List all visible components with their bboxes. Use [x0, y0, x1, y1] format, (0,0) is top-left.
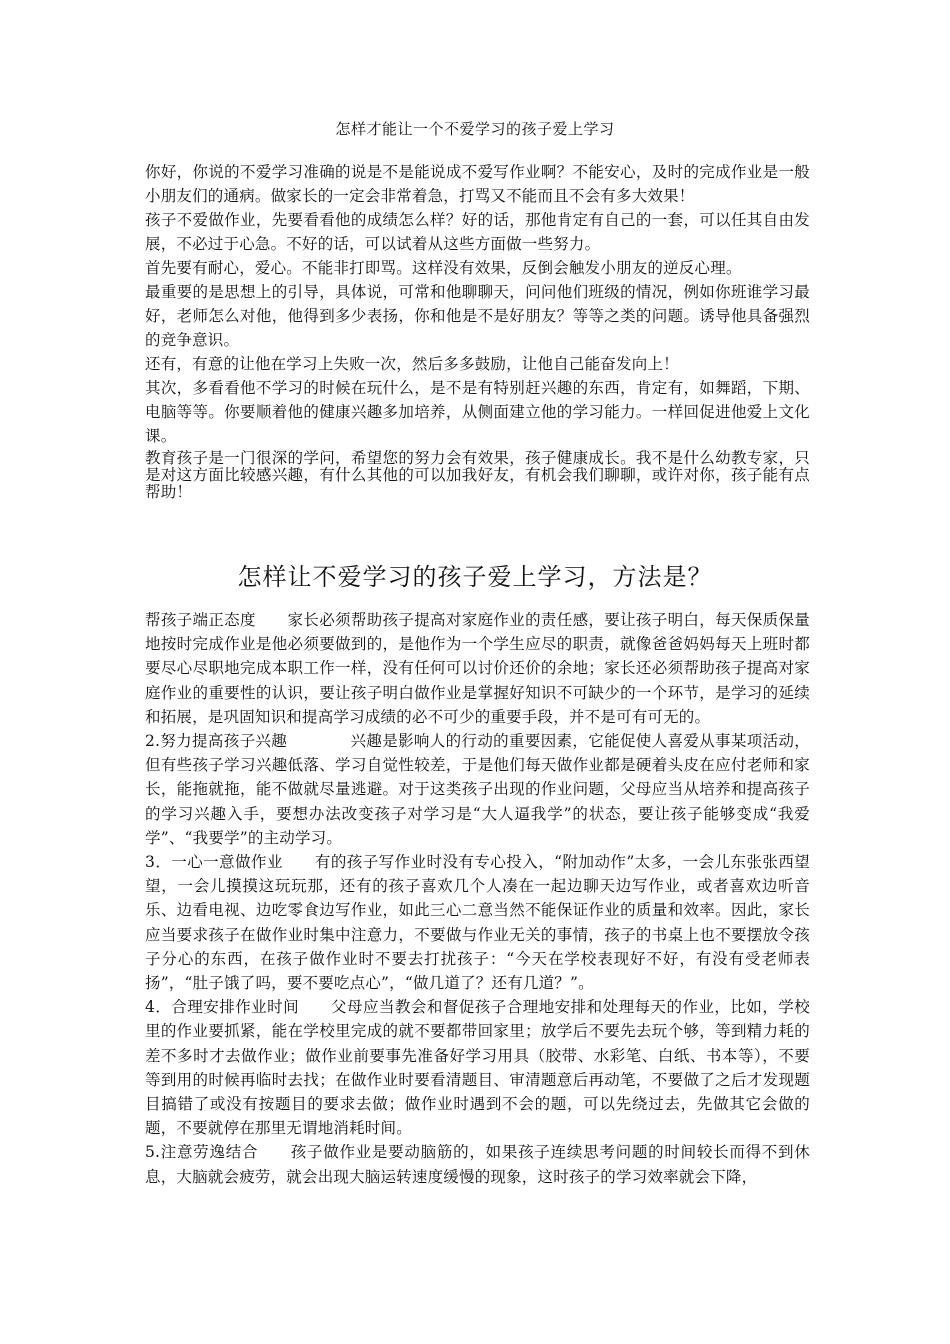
method-item — [145, 1140, 810, 1188]
method-text: 家长必须帮助孩子提高对家庭作业的责任感，要让孩子明白，每天保质保量地按时完成作业是他必须要做到的，是他作为一个学生应尽的职责，就像爸爸妈妈每天上班时都要尽心尽职地完成本职工作一样，没有任何可以讨价还价的余地；家长还必须帮助孩子提高对家庭作业的重要性的认识，要让孩子明白做作业是掌握好知识不可缺少的一个环节，是学习的延续和拓展，是巩固知识和提高学习成绩的必不可少的重要手段，并不是可有可无的。 — [145, 611, 810, 726]
paragraph: 最重要的是思想上的引导，具体说，可常和他聊聊天，问问他们班级的情况，例如你班谁学习最好，老师怎么对他，他得到多少表扬，你和他是不是好朋友？等等之类的问题。诱导他具备强烈的竞争意识。 — [145, 283, 810, 349]
paragraph: 你好，你说的不爱学习准确的说是不是能说成不爱写作业啊？不能安心，及时的完成作业是一般小朋友们的通病。做家长的一定会非常着急，打骂又不能而且不会有多大效果！ — [145, 163, 810, 205]
paragraph: 教育孩子是一门很深的学问，希望您的努力会有效果，孩子健康成长。我不是什么幼教专家，只是对这方面比较感兴趣，有什么其他的可以加我好友，有机会我们聊聊，或许对你，孩子能有点帮助！ — [145, 449, 810, 501]
method-lead: 4．合理安排作业时间 — [145, 998, 332, 1017]
method-text: 父母应当教会和督促孩子合理地安排和处理每天的作业，比如，学校里的作业要抓紧，能在学校里完成的就不要都带回家里；放学后不要先去玩个够，等到精力耗的差不多时才去做作业；做作业前要事先准备好学习用具（胶带、水彩笔、白纸、书本等），不要等到用的时候再临时去找；在做作业时要看清题目、审清题意后再动笔，不要做了之后才发现题目搞错了或没有按题目的要求去做；做作业时遇到不会的题，可以先绕过去，先做其它会做的题，不要就停在那里无谓地消耗时间。 — [145, 998, 810, 1138]
method-item — [145, 729, 810, 850]
methods-section — [145, 608, 810, 1189]
paragraph: 还有，有意的让他在学习上失败一次，然后多多鼓励，让他自己能奋发向上！ — [145, 355, 679, 373]
answer-section — [145, 160, 810, 501]
method-lead: 5.注意劳逸结合 — [145, 1143, 291, 1162]
paragraph: 其次，多看看他不学习的时候在玩什么，是不是有特别赶兴趣的东西，肯定有，如舞蹈，下期、电脑等等。你要顺着他的健康兴趣多加培养，从侧面建立他的学习能力。一样回促进他爱上文化课。 — [145, 379, 810, 445]
method-item — [145, 850, 810, 995]
method-item — [145, 995, 810, 1140]
method-lead: 帮孩子端正态度 — [145, 611, 288, 629]
paragraph: 孩子不爱做作业，先要看看他的成绩怎么样？好的话，那他肯定有自己的一套，可以任其自由发展，不必过于心急。不好的话，可以试着从这些方面做一些努力。 — [145, 211, 810, 253]
paragraph: 首先要有耐心，爱心。不能非打即骂。这样没有效果，反倒会触发小朋友的逆反心理。 — [145, 259, 742, 277]
method-lead: 3．一心一意做作业 — [145, 853, 315, 872]
method-text: 兴趣是影响人的行动的重要因素，它能促使人喜爱从事某项活动，但有些孩子学习兴趣低落、学习自觉性较差，于是他们每天做作业都是硬着头皮在应付老师和家长，能拖就拖，能不做就尽量逃避。对于这类孩子出现的作业问题，父母应当从培养和提高孩子的学习兴趣入手，要想办法改变孩子对学习是“大人逼我学”的状态，要让孩子能够变成“我爱学”、“我要学”的主动学习。 — [145, 732, 810, 847]
document-title: 怎样才能让一个不爱学习的孩子爱上学习 — [335, 120, 615, 138]
method-lead: 2.努力提高孩子兴趣 — [145, 732, 351, 751]
method-text: 孩子做作业是要动脑筋的，如果孩子连续思考问题的时间较长而得不到休息，大脑就会疲劳，就会出现大脑运转速度缓慢的现象，这时孩子的学习效率就会下降， — [145, 1143, 810, 1186]
method-text: 有的孩子写作业时没有专心投入，“附加动作”太多，一会儿东张张西望望，一会儿摸摸这玩玩那，还有的孩子喜欢几个人凑在一起边聊天边写作业，或者喜欢边听音乐、边看电视、边吃零食边写作业，如此三心二意当然不能保证作业的质量和效率。因此，家长应当要求孩子在做作业时集中注意力，不要做与作业无关的事情，孩子的书桌上也不要摆放令孩子分心的东西，在孩子做作业时不要去打扰孩子：“今天在学校表现好不好，有没有受老师表扬”，“肚子饿了吗，要不要吃点心”，“做几道了？还有几道？”。 — [145, 853, 810, 993]
method-item — [145, 608, 810, 729]
section-heading: 怎样让不爱学习的孩子爱上学习，方法是？ — [237, 563, 713, 591]
